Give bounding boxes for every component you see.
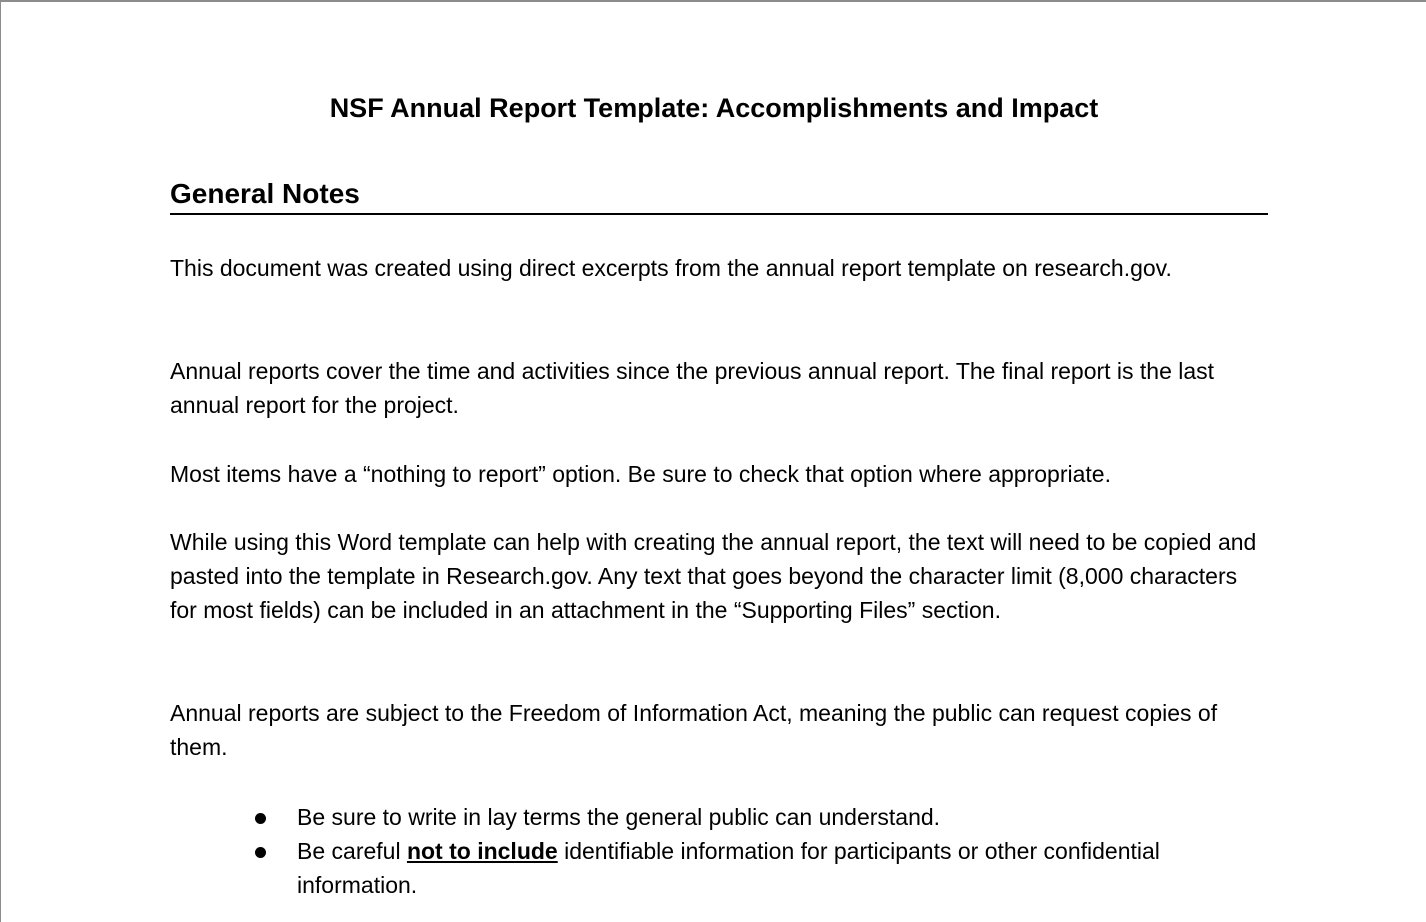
bullet-item-text-after: identifiable information for participants or other confidential information. — [297, 838, 1160, 898]
section-heading-general-notes: General Notes — [170, 174, 1268, 215]
bullet-icon — [255, 813, 266, 824]
document-title: NSF Annual Report Template: Accomplishments and Impact — [329, 93, 1099, 123]
bullet-item-confidential — [170, 834, 1268, 902]
bullet-item-text-before: Be careful — [297, 838, 407, 864]
bullet-item-lay-terms — [170, 800, 1268, 834]
paragraph-intro: This document was created using direct excerpts from the annual report template on research.gov. — [170, 255, 1172, 281]
paragraph-nothing-to-report: Most items have a “nothing to report” option. Be sure to check that option where appropriate. — [170, 461, 1111, 487]
paragraph-word-template: While using this Word template can help with creating the annual report, the text will need to be copied and pasted into the template in Research.gov. Any text that goes beyond the character limit (8,000 characters for most fields) can be included in an attachment in the “Supporting Files” section. — [170, 529, 1257, 623]
paragraph-annual-reports-cover: Annual reports cover the time and activities since the previous annual report. The final report is the last annual report for the project. — [170, 358, 1215, 418]
bullet-icon — [255, 847, 266, 858]
bullet-list — [170, 800, 1268, 902]
bullet-item-text: Be sure to write in lay terms the general public can understand. — [297, 804, 941, 830]
paragraph-foia: Annual reports are subject to the Freedom of Information Act, meaning the public can request copies of them. — [170, 700, 1218, 760]
bullet-item-emphasis: not to include — [406, 838, 558, 864]
